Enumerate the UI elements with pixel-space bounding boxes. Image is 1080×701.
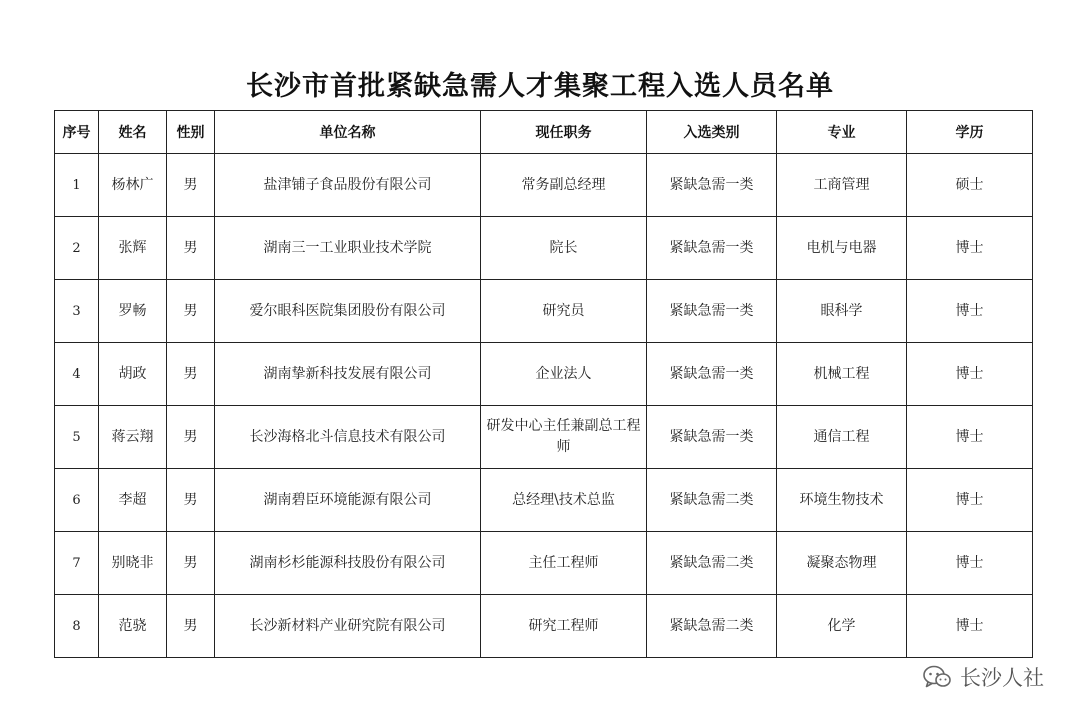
watermark-label: 长沙人社 [960, 666, 1044, 690]
cell-name: 蒋云翔 [99, 406, 167, 469]
cell-major: 工商管理 [777, 154, 907, 217]
cell-degree: 博士 [907, 532, 1033, 595]
cell-degree: 博士 [907, 595, 1033, 658]
cell-seq: 7 [55, 532, 99, 595]
cell-organization: 湖南三一工业职业技术学院 [215, 217, 481, 280]
cell-name: 别晓非 [99, 532, 167, 595]
table-row [55, 280, 1033, 343]
cell-major: 凝聚态物理 [777, 532, 907, 595]
header-position: 现任职务 [481, 111, 647, 154]
cell-major: 眼科学 [777, 280, 907, 343]
cell-name: 罗畅 [99, 280, 167, 343]
table-row [55, 532, 1033, 595]
cell-degree: 博士 [907, 217, 1033, 280]
header-major: 专业 [777, 111, 907, 154]
watermark [922, 662, 1044, 692]
table-row [55, 595, 1033, 658]
cell-position: 主任工程师 [481, 532, 647, 595]
cell-degree: 硕士 [907, 154, 1033, 217]
cell-gender: 男 [167, 595, 215, 658]
cell-category: 紧缺急需一类 [647, 406, 777, 469]
cell-position: 总经理\技术总监 [481, 469, 647, 532]
cell-name: 胡政 [99, 343, 167, 406]
cell-position: 企业法人 [481, 343, 647, 406]
cell-position: 院长 [481, 217, 647, 280]
cell-major: 机械工程 [777, 343, 907, 406]
table-row [55, 469, 1033, 532]
table-row [55, 154, 1033, 217]
roster-table [54, 110, 1033, 658]
header-gender: 性别 [167, 111, 215, 154]
cell-major: 环境生物技术 [777, 469, 907, 532]
table-header-row [55, 111, 1033, 154]
cell-gender: 男 [167, 343, 215, 406]
cell-organization: 湖南碧臣环境能源有限公司 [215, 469, 481, 532]
cell-category: 紧缺急需一类 [647, 343, 777, 406]
cell-seq: 1 [55, 154, 99, 217]
cell-category: 紧缺急需一类 [647, 154, 777, 217]
cell-gender: 男 [167, 469, 215, 532]
cell-name: 杨林广 [99, 154, 167, 217]
cell-gender: 男 [167, 217, 215, 280]
table-row [55, 343, 1033, 406]
cell-gender: 男 [167, 280, 215, 343]
header-organization: 单位名称 [215, 111, 481, 154]
page-title: 长沙市首批紧缺急需人才集聚工程入选人员名单 [246, 71, 834, 102]
cell-seq: 6 [55, 469, 99, 532]
table-row [55, 406, 1033, 469]
cell-organization: 爱尔眼科医院集团股份有限公司 [215, 280, 481, 343]
cell-major: 电机与电器 [777, 217, 907, 280]
cell-category: 紧缺急需二类 [647, 469, 777, 532]
cell-category: 紧缺急需一类 [647, 280, 777, 343]
cell-organization: 湖南杉杉能源科技股份有限公司 [215, 532, 481, 595]
cell-degree: 博士 [907, 469, 1033, 532]
cell-organization: 湖南挚新科技发展有限公司 [215, 343, 481, 406]
cell-organization: 长沙新材料产业研究院有限公司 [215, 595, 481, 658]
cell-organization: 盐津铺子食品股份有限公司 [215, 154, 481, 217]
wechat-icon [922, 664, 952, 690]
cell-gender: 男 [167, 406, 215, 469]
cell-seq: 4 [55, 343, 99, 406]
header-seq: 序号 [55, 111, 99, 154]
cell-major: 化学 [777, 595, 907, 658]
cell-name: 张辉 [99, 217, 167, 280]
cell-gender: 男 [167, 532, 215, 595]
header-name: 姓名 [99, 111, 167, 154]
cell-degree: 博士 [907, 406, 1033, 469]
cell-degree: 博士 [907, 280, 1033, 343]
cell-seq: 2 [55, 217, 99, 280]
cell-major: 通信工程 [777, 406, 907, 469]
cell-seq: 8 [55, 595, 99, 658]
cell-category: 紧缺急需一类 [647, 217, 777, 280]
header-category: 入选类别 [647, 111, 777, 154]
cell-category: 紧缺急需二类 [647, 532, 777, 595]
cell-seq: 3 [55, 280, 99, 343]
cell-position: 常务副总经理 [481, 154, 647, 217]
cell-gender: 男 [167, 154, 215, 217]
header-degree: 学历 [907, 111, 1033, 154]
cell-position: 研究员 [481, 280, 647, 343]
cell-name: 范骁 [99, 595, 167, 658]
cell-category: 紧缺急需二类 [647, 595, 777, 658]
table-row [55, 217, 1033, 280]
cell-degree: 博士 [907, 343, 1033, 406]
cell-name: 李超 [99, 469, 167, 532]
cell-position: 研究工程师 [481, 595, 647, 658]
cell-organization: 长沙海格北斗信息技术有限公司 [215, 406, 481, 469]
cell-seq: 5 [55, 406, 99, 469]
cell-position: 研发中心主任兼副总工程师 [481, 406, 647, 469]
